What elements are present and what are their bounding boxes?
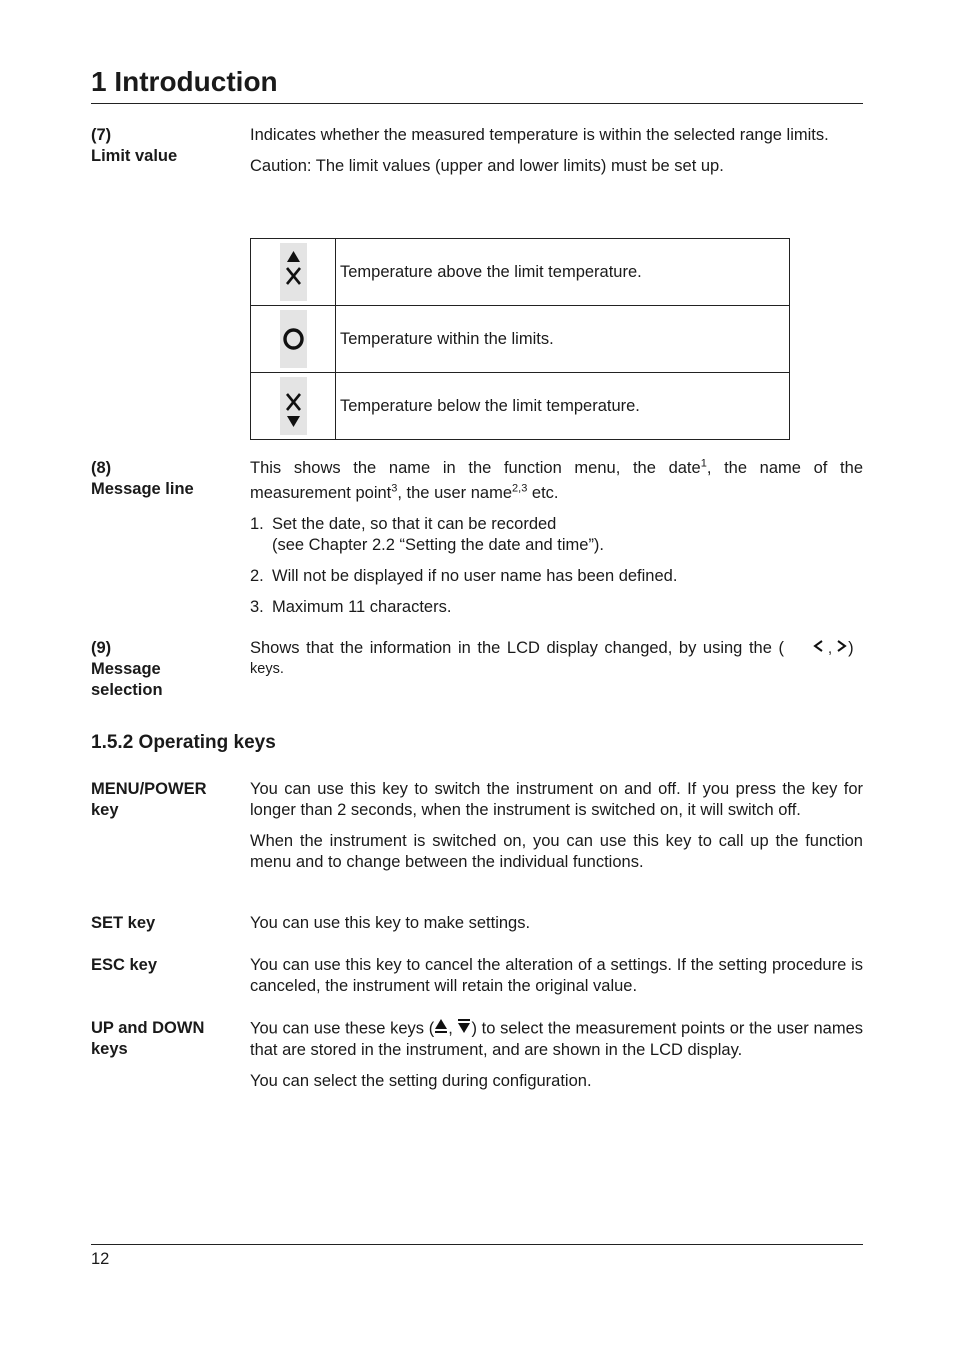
- esc-key-text: You can use this key to cancel the alteration of a settings. If the setting procedure is canceled, the instrument will retain the original value.: [250, 956, 863, 995]
- footer-rule: [91, 1244, 863, 1245]
- table-row: [251, 373, 790, 440]
- list-item: 1. Set the date, so that it can be recorded (see Chapter 2.2 “Setting the date and time”).: [250, 515, 605, 554]
- message-selection-number: (9): [91, 639, 112, 657]
- table-row: [251, 239, 790, 306]
- message-line-number: (8): [91, 459, 112, 477]
- message-line-label: [91, 458, 241, 500]
- menu-power-label: MENU/POWER key: [91, 780, 207, 819]
- message-selection-para: Shows that the information in the LCD display changed, by using the (: [250, 639, 784, 657]
- limit-row-text: Temperature below the limit temperature.: [336, 373, 790, 440]
- message-line-notes: [250, 514, 863, 628]
- chevron-right-icon: [836, 638, 848, 659]
- limit-value-para1: Indicates whether the measured temperature is within the selected range limits.: [250, 126, 829, 144]
- table-row: [251, 306, 790, 373]
- circle-o-icon: [280, 310, 307, 368]
- arrow-up-icon: [434, 1018, 448, 1040]
- x-arrow-down-icon: [280, 377, 307, 435]
- arrow-down-icon: [457, 1018, 471, 1040]
- limit-value-text: [250, 125, 863, 187]
- limit-row-text: Temperature within the limits.: [336, 306, 790, 373]
- limit-value-number: (7): [91, 126, 112, 144]
- list-item: 2. Will not be displayed if no user name has been defined.: [250, 567, 678, 585]
- limit-value-name: Limit value: [91, 147, 178, 165]
- list-item: 3. Maximum 11 characters.: [250, 598, 452, 616]
- limit-value-para2: Caution: The limit values (upper and lower limits) must be set up.: [250, 157, 724, 175]
- set-key-label: SET key: [91, 914, 156, 932]
- menu-power-text: You can use this key to switch the instrument on and off. If you press the key for longer than 2 seconds, when the instrument is switched on, it will switch off. When the instrument is switched on, you can use this key to call up the function menu and to change between the individual functions.: [250, 780, 863, 871]
- limit-symbols-table: [250, 238, 790, 440]
- message-line-name: Message line: [91, 480, 194, 498]
- limit-value-label: [91, 125, 241, 167]
- message-line-para: This shows the name in the function menu, the date$^1$, the name of the measurement point$^3$, the user name$^{2,3}$ etc.: [250, 457, 863, 502]
- arrow-up-x-icon: [280, 243, 307, 301]
- section-heading: 1.5.2 Operating keys: [91, 732, 276, 753]
- message-selection-label: (9) Message selection: [91, 638, 241, 701]
- up-down-keys-text: You can use these keys ( , ) to select the measurement points or the user names that are stored in the instrument, and are shown in the LCD display. You can select the setting during configuration.: [250, 1019, 863, 1090]
- message-line-text: [250, 456, 863, 514]
- set-key-text: You can use this key to make settings.: [250, 914, 531, 932]
- message-selection-text: [250, 638, 863, 659]
- limit-row-text: Temperature above the limit temperature.: [336, 239, 790, 306]
- chevron-left-icon: [812, 638, 824, 659]
- message-selection-keys: keys.: [250, 661, 284, 677]
- up-down-keys-label: UP and DOWN keys: [91, 1019, 205, 1058]
- page-title: 1 Introduction: [91, 66, 278, 97]
- esc-key-label: ESC key: [91, 956, 158, 974]
- page-number: 12: [91, 1250, 110, 1268]
- header-rule: [91, 103, 863, 104]
